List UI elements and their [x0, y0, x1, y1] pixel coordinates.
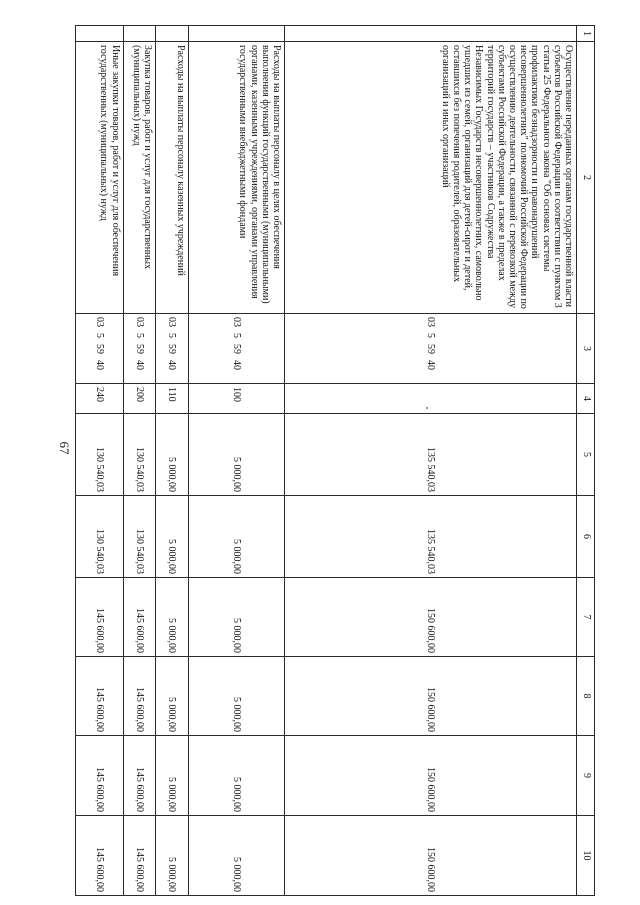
amount-cell: 150 600,00	[284, 578, 576, 657]
table-row	[76, 26, 124, 896]
col-header-5: 5	[577, 414, 595, 496]
classification-code	[156, 314, 188, 384]
col-header-7: 7	[577, 578, 595, 657]
expense-type: 110	[156, 384, 188, 414]
code-part: 03	[93, 317, 105, 327]
col-header-4: 4	[577, 384, 595, 414]
expense-type	[284, 384, 576, 414]
code-part: 40	[134, 360, 145, 370]
row-description: Иные закупки товаров, работ и услуг для обеспечения государственных (муниципальных) нужд	[76, 42, 124, 314]
amount-cell: 5 000,00	[156, 816, 188, 896]
row-index-cell	[284, 26, 576, 42]
amount-cell: 145 600,00	[76, 657, 124, 736]
row-description: Расходы на выплаты персоналу в целях обеспечения выполнения функций государственными (муниципальными) органами, казенными учреждениями, органами управления государственными внебюджетными фондами	[188, 42, 284, 314]
amount-cell: 5 000,00	[188, 657, 284, 736]
row-index-cell	[76, 26, 124, 42]
amount-cell: 145 600,00	[76, 578, 124, 657]
column-number-row	[577, 26, 595, 896]
classification-code	[123, 314, 155, 384]
col-header-10: 10	[577, 816, 595, 896]
col-header-1: 1	[577, 26, 595, 42]
code-part: 5	[93, 333, 105, 338]
amount-cell: 5 000,00	[188, 736, 284, 816]
table-row	[123, 26, 155, 896]
code-part: 40	[93, 360, 105, 370]
code-part: 59	[230, 344, 242, 354]
code-part: 03	[230, 317, 242, 327]
code-part: 5	[166, 333, 178, 338]
amount-cell: 5 000,00	[188, 578, 284, 657]
amount-cell: 145 600,00	[123, 736, 155, 816]
table-row	[284, 26, 576, 896]
amount-cell: 5 000,00	[188, 816, 284, 896]
amount-cell: 150 600,00	[284, 736, 576, 816]
code-part: 5	[134, 333, 145, 338]
code-part: 40	[230, 360, 242, 370]
amount-cell: 130 540,03	[123, 496, 155, 578]
expense-type: 100	[188, 384, 284, 414]
code-part: 03	[166, 317, 178, 327]
amount-cell: 135 540,03	[284, 496, 576, 578]
amount-cell: 5 000,00	[156, 736, 188, 816]
amount-cell: 5 000,00	[156, 414, 188, 496]
code-part: 5	[230, 333, 242, 338]
code-part: 5	[425, 333, 437, 338]
amount-cell: 145 600,00	[123, 816, 155, 896]
code-part: 40	[425, 360, 437, 370]
col-header-2: 2	[577, 42, 595, 314]
classification-code	[76, 314, 124, 384]
row-index-cell	[188, 26, 284, 42]
code-part: 59	[425, 344, 437, 354]
classification-code	[284, 314, 576, 384]
code-part: 03	[134, 317, 145, 327]
row-description: Расходы на выплаты персоналу казенных учреждений	[156, 42, 188, 314]
amount-cell: 5 000,00	[188, 414, 284, 496]
amount-cell: 145 600,00	[123, 657, 155, 736]
amount-cell: 150 600,00	[284, 816, 576, 896]
amount-cell: 130 540,03	[76, 414, 124, 496]
amount-cell: 130 540,03	[123, 414, 155, 496]
code-part: 40	[166, 360, 178, 370]
rotated-table-wrapper	[75, 25, 595, 895]
code-part: 03	[425, 317, 437, 327]
col-header-9: 9	[577, 736, 595, 816]
table-row	[156, 26, 188, 896]
amount-cell: 145 600,00	[123, 578, 155, 657]
amount-cell: 130 540,03	[76, 496, 124, 578]
col-header-8: 8	[577, 657, 595, 736]
row-index-cell	[156, 26, 188, 42]
amount-cell: 5 000,00	[156, 578, 188, 657]
amount-cell: 145 600,00	[76, 816, 124, 896]
col-header-6: 6	[577, 496, 595, 578]
amount-cell: 145 600,00	[76, 736, 124, 816]
row-description: Осуществление переданных органам государственной власти субъектов Российской Федерации в соответствии с пунктом 3 статьи 25 Федерального закона "Об основах системы профилактики безнадзорности и правонарушений несовершеннолетних" полномочий Российской Федерации по осуществлению деятельности, связанной с перевозкой между субъектами Российской Федерации, а также в пределах территорий государств – участников Содружества Независимых Государств несовершеннолетних, самовольно ушедших из семей, организаций для детей-сирот и детей, оставшихся без попечения родителей, образовательных организаций и иных организаций	[284, 42, 576, 314]
code-part: 59	[93, 344, 105, 354]
amount-cell: 150 600,00	[284, 657, 576, 736]
amount-cell: 135 540,03	[284, 414, 576, 496]
expense-type: 240	[76, 384, 124, 414]
code-part: 59	[166, 344, 178, 354]
expense-type: 200	[123, 384, 155, 414]
amount-cell: 5 000,00	[156, 657, 188, 736]
classification-code	[188, 314, 284, 384]
amount-cell: 5 000,00	[156, 496, 188, 578]
budget-table	[75, 25, 595, 896]
page-number: 67	[57, 441, 72, 455]
code-part: 59	[134, 344, 145, 354]
row-description: Закупка товаров, работ и услуг для государственных (муниципальных) нужд	[123, 42, 155, 314]
amount-cell: 5 000,00	[188, 496, 284, 578]
col-header-3: 3	[577, 314, 595, 384]
table-row	[188, 26, 284, 896]
row-index-cell	[123, 26, 155, 42]
